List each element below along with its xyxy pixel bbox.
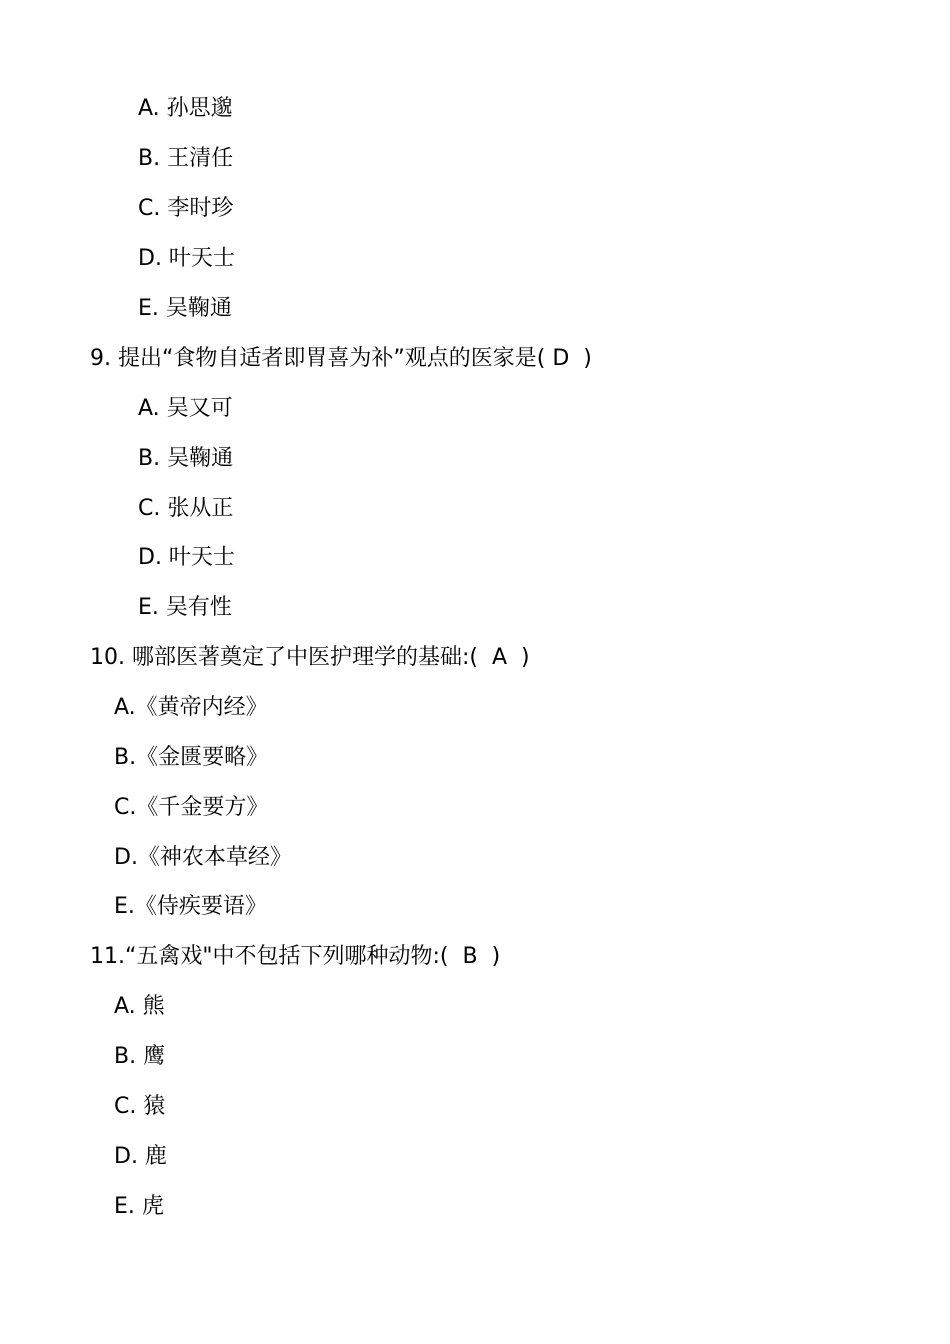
option-c: C. 张从正: [138, 496, 234, 521]
option-a: A. 熊: [114, 994, 165, 1019]
option-c: C. 猿: [114, 1094, 166, 1119]
option-e: E. 虎: [114, 1194, 164, 1219]
option-a: A. 孙思邈: [138, 96, 233, 121]
option-a: A. 吴又可: [138, 396, 233, 421]
option-b: B.《金匮要略》: [114, 745, 269, 770]
option-d: D. 叶天士: [138, 246, 235, 271]
option-e: E.《侍疾要语》: [114, 894, 267, 919]
option-d: D. 鹿: [114, 1144, 167, 1169]
option-d: D. 叶天士: [138, 545, 235, 570]
question-11-text: 11.“五禽戏"中不包括下列哪种动物:( B ): [90, 944, 501, 969]
option-b: B. 王清任: [138, 146, 234, 171]
option-c: C. 李时珍: [138, 196, 234, 221]
question-10-text: 10. 哪部医著奠定了中医护理学的基础:( A ): [90, 645, 530, 670]
question-9-text: 9. 提出“食物自适者即胃喜为补”观点的医家是( D ): [90, 346, 592, 371]
option-d: D.《神农本草经》: [114, 845, 292, 870]
option-b: B. 鹰: [114, 1044, 166, 1069]
option-e: E. 吴有性: [138, 595, 232, 620]
option-b: B. 吴鞠通: [138, 446, 234, 471]
option-a: A.《黄帝内经》: [114, 695, 268, 720]
option-c: C.《千金要方》: [114, 795, 269, 820]
option-e: E. 吴鞠通: [138, 296, 232, 321]
